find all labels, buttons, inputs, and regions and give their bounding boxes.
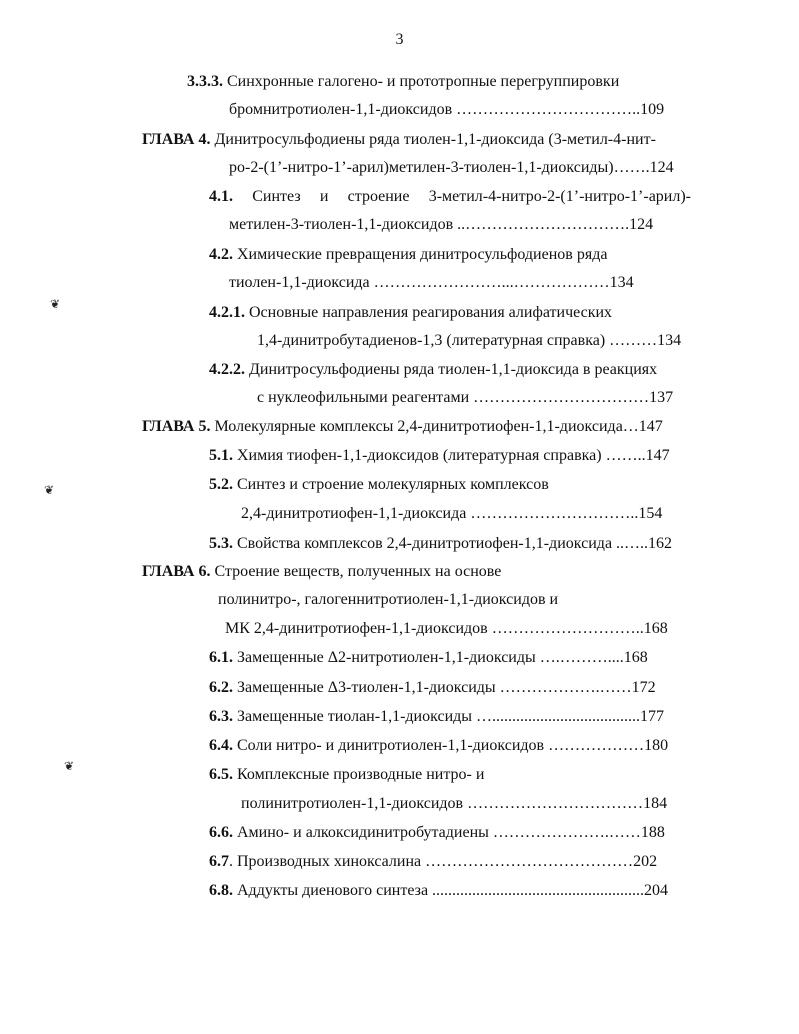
toc-entry-text: Синхронные галогено- и прототропные перегруппировки <box>227 73 620 90</box>
toc-entry-number: 5.3. <box>209 535 233 552</box>
toc-entry-number: 6.6. <box>209 824 233 841</box>
toc-entry-text: . Производных хиноксалина …………………………………202 <box>229 853 658 870</box>
toc-entry-text: 2,4-динитротиофен-1,1-диоксида …………………………..154 <box>241 505 663 522</box>
toc-entry-text: Замещенные Δ3-тиолен-1,1-диоксиды ……………….……172 <box>237 679 656 696</box>
toc-entry-number: 4.1. <box>209 188 233 205</box>
toc-entry-text: Комплексные производные нитро- и <box>237 766 485 783</box>
toc-entry-text: Синтез и строение 3-метил-4-нитро-2-(1’-нитро-1’-арил)- <box>252 188 691 205</box>
toc-entry-text: метилен-3-тиолен-1,1-диоксидов ..………………………….124 <box>229 216 654 233</box>
toc-entry-text: Основные направления реагирования алифатических <box>249 304 613 321</box>
toc-entry-text: Химия тиофен-1,1-диоксидов (литературная справка) ……..147 <box>237 447 670 464</box>
toc-entry-text: Замещенные Δ2-нитротиолен-1,1-диоксиды ….………....168 <box>237 649 648 666</box>
toc-entry-text: Динитросульфодиены ряда тиолен-1,1-диоксида (3-метил-4-нит- <box>214 131 656 148</box>
toc-entry-number: 4.2. <box>209 246 233 263</box>
toc-chapter-5 <box>142 417 663 437</box>
toc-entry-text: с нуклеофильными реагентами ……………………………137 <box>257 389 674 406</box>
toc-entry-number: 6.4. <box>209 737 233 754</box>
toc-entry-text: Аддукты диенового синтеза .....................................................204 <box>237 882 669 899</box>
toc-entry-6-1 <box>209 648 648 668</box>
scan-speck: ❦ <box>64 759 75 773</box>
toc-entry-6-6 <box>209 823 665 843</box>
toc-entry-continuation <box>229 273 634 293</box>
toc-entry-number: 6.3. <box>209 708 233 725</box>
toc-entry-text: тиолен-1,1-диоксида ……………………...………………134 <box>229 274 634 291</box>
toc-entry-text: Динитросульфодиены ряда тиолен-1,1-диоксида в реакциях <box>249 361 658 378</box>
toc-entry-6-8 <box>209 881 668 901</box>
toc-entry-text: 1,4-динитробутадиенов-1,3 (литературная справка) ………134 <box>257 332 682 349</box>
toc-entry-5-2 <box>209 475 549 495</box>
toc-entry-6-7 <box>209 852 657 872</box>
toc-entry-text: Соли нитро- и динитротиолен-1,1-диоксидов ………………180 <box>237 737 669 754</box>
toc-entry-number: 5.2. <box>209 476 233 493</box>
toc-entry-continuation <box>229 158 674 178</box>
toc-entry-6-4 <box>209 736 668 756</box>
toc-entry-continuation <box>257 331 681 351</box>
toc-entry-continuation <box>241 794 667 814</box>
toc-entry-text: Замещенные тиолан-1,1-диоксиды ….....................................177 <box>237 708 665 725</box>
toc-entry-text: Свойства комплексов 2,4-динитротиофен-1,1-диоксида ..…..162 <box>237 535 673 552</box>
toc-entry-text: Строение веществ, полученных на основе <box>214 563 502 580</box>
toc-entry-number: ГЛАВА 4. <box>142 131 211 148</box>
scan-speck: ❦ <box>44 483 55 497</box>
toc-entry-4-1 <box>209 187 691 207</box>
toc-entry-5-3 <box>209 534 672 554</box>
toc-entry-number: 6.7 <box>209 853 229 870</box>
toc-entry-text: ро-2-(1’-нитро-1’-арил)метилен-3-тиолен-1,1-диоксиды)…….124 <box>229 159 674 176</box>
toc-entry-continuation <box>229 215 653 235</box>
toc-entry-continuation <box>241 504 662 524</box>
toc-entry-number: 6.8. <box>209 882 233 899</box>
toc-entry-4-2 <box>209 245 607 265</box>
toc-entry-number: ГЛАВА 6. <box>142 563 211 580</box>
toc-entry-number: 4.2.1. <box>209 304 245 321</box>
toc-entry-6-2 <box>209 678 656 698</box>
toc-entry-continuation <box>218 590 558 610</box>
toc-entry-text: МК 2,4-динитротиофен-1,1-диоксидов ………………………..168 <box>225 620 668 637</box>
toc-entry-number: 3.3.3. <box>187 73 223 90</box>
toc-entry-number: 6.5. <box>209 766 233 783</box>
toc-entry-continuation <box>257 388 673 408</box>
toc-entry-text: Амино- и алкоксидинитробутадиены ………………….……188 <box>237 824 665 841</box>
toc-entry-number: 6.2. <box>209 679 233 696</box>
toc-entry-text: Молекулярные комплексы 2,4-динитротиофен-1,1-диоксида…147 <box>214 418 663 435</box>
toc-entry-continuation <box>225 619 668 639</box>
toc-entry-number: 6.1. <box>209 649 233 666</box>
toc-entry-4-2-1 <box>209 303 612 323</box>
toc-chapter-4 <box>142 130 656 150</box>
toc-entry-6-5 <box>209 765 484 785</box>
toc-entry-6-3 <box>209 707 664 727</box>
toc-entry-5-1 <box>209 446 670 466</box>
toc-entry-number: 5.1. <box>209 447 233 464</box>
toc-entry-text: полинитротиолен-1,1-диоксидов ……………………………184 <box>241 795 668 812</box>
scan-speck: ❦ <box>50 297 61 311</box>
page-number: 3 <box>395 31 404 48</box>
toc-entry-continuation <box>229 100 664 120</box>
toc-entry-text: полинитро-, галогеннитротиолен-1,1-диоксидов и <box>218 591 559 608</box>
toc-entry-text: бромнитротиолен-1,1-диоксидов ……………………………..109 <box>229 101 665 118</box>
toc-entry-4-2-2 <box>209 360 657 380</box>
toc-entry-text: Синтез и строение молекулярных комплексов <box>237 476 549 493</box>
toc-entry-number: 4.2.2. <box>209 361 245 378</box>
toc-entry-text: Химические превращения динитросульфодиенов ряда <box>237 246 608 263</box>
toc-entry-number: ГЛАВА 5. <box>142 418 211 435</box>
toc-chapter-6 <box>142 562 501 582</box>
toc-entry-3-3-3 <box>187 72 619 92</box>
